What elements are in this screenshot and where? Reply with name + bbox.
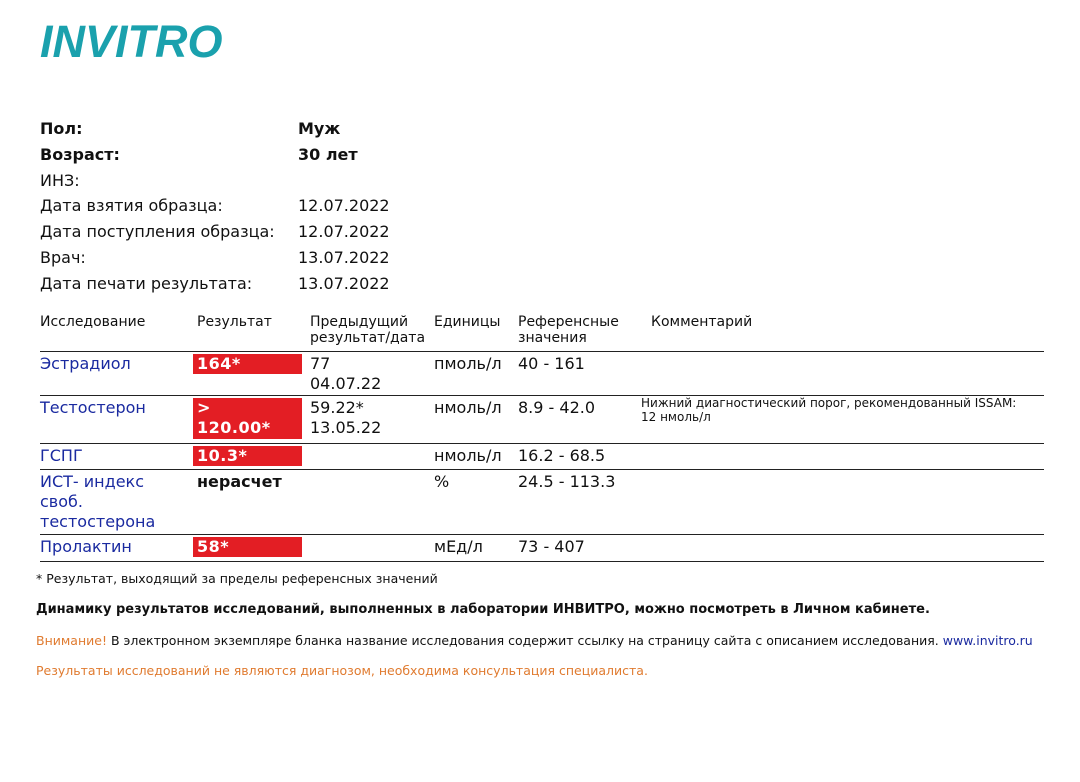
reference-range: 24.5 - 113.3 (518, 472, 616, 491)
previous-result (310, 354, 381, 394)
header-reference-line1: Референсные (518, 314, 619, 330)
table-row (40, 470, 1044, 535)
comment-line1: Нижний диагностический порог, рекомендованный ISSAM: (641, 396, 1017, 410)
flagged-result: 164* (193, 354, 302, 374)
test-link-shbg[interactable]: ГСПГ (40, 446, 83, 465)
result-value (193, 537, 302, 557)
result-line1: > (197, 398, 211, 417)
info-value: 12.07.2022 (298, 222, 390, 242)
info-value: 13.07.2022 (298, 273, 390, 293)
results-table (40, 312, 1044, 562)
test-name-line2: своб. (40, 492, 83, 511)
disclaimer: Результаты исследований не являются диагнозом, необходима консультация специалиста. (36, 663, 648, 678)
header-previous-line1: Предыдущий (310, 314, 409, 330)
header-comment: Комментарий (651, 314, 753, 330)
units: нмоль/л (434, 446, 502, 465)
header-previous (310, 314, 425, 346)
info-label: ИНЗ: (40, 170, 80, 190)
result-value (193, 398, 302, 439)
warning-note (36, 633, 1033, 648)
previous-result (310, 398, 381, 438)
result-line2: 120.00* (197, 418, 271, 437)
comment-line2: 12 нмоль/л (641, 410, 711, 424)
units: пмоль/л (434, 354, 502, 373)
info-value: Муж (298, 119, 341, 138)
header-reference-line2: значения (518, 330, 587, 346)
units: нмоль/л (434, 398, 502, 417)
previous-value: 59.22* (310, 398, 364, 417)
reference-range: 8.9 - 42.0 (518, 398, 596, 417)
result-value (193, 446, 302, 466)
units: мЕд/л (434, 537, 483, 556)
test-link-free-testosterone-index[interactable] (40, 472, 190, 532)
info-label: Дата взятия образца: (40, 196, 223, 216)
footnote: * Результат, выходящий за пределы референсных значений (36, 571, 438, 586)
header-test: Исследование (40, 314, 146, 330)
invitro-logo: INVITRO (40, 16, 223, 67)
test-link-testosterone[interactable]: Тестостерон (40, 398, 146, 417)
table-row (40, 535, 1044, 562)
flagged-result (193, 398, 302, 439)
dynamics-note: Динамику результатов исследований, выполненных в лаборатории ИНВИТРО, можно посмотреть в Личном кабинете. (36, 602, 930, 617)
flagged-result: 10.3* (193, 446, 302, 466)
test-name-line3: тестостерона (40, 512, 156, 531)
test-link-estradiol[interactable]: Эстрадиол (40, 354, 131, 373)
info-label: Дата поступления образца: (40, 222, 275, 242)
reference-range: 16.2 - 68.5 (518, 446, 606, 465)
previous-date: 04.07.22 (310, 374, 382, 393)
test-link-prolactin[interactable]: Пролактин (40, 537, 132, 556)
table-row (40, 352, 1044, 396)
header-result: Результат (197, 314, 272, 330)
flagged-result: 58* (193, 537, 302, 557)
not-calculated-result: нерасчет (197, 472, 282, 491)
header-previous-line2: результат/дата (310, 330, 426, 346)
table-row (40, 444, 1044, 470)
test-name-line1: ИСТ- индекс (40, 472, 144, 491)
previous-date: 13.05.22 (310, 418, 382, 437)
invitro-site-link[interactable]: www.invitro.ru (942, 633, 1033, 648)
reference-range: 40 - 161 (518, 354, 585, 373)
reference-range: 73 - 407 (518, 537, 585, 556)
info-label: Дата печати результата: (40, 273, 253, 293)
result-value (193, 354, 302, 374)
result-value (193, 472, 302, 492)
info-label: Возраст: (40, 144, 120, 164)
previous-value: 77 (310, 354, 331, 373)
info-value: 30 лет (298, 144, 358, 164)
warning-text: В электронном экземпляре бланка название исследования содержит ссылку на страницу сайта с описанием исследования. (106, 633, 943, 648)
info-value: 12.07.2022 (298, 196, 390, 216)
header-units: Единицы (434, 314, 501, 330)
info-value: 13.07.2022 (298, 247, 390, 267)
info-label: Пол: (40, 119, 83, 138)
warning-prefix: Внимание! (36, 633, 107, 648)
table-row (40, 396, 1044, 444)
header-reference (518, 314, 619, 346)
info-label: Врач: (40, 247, 86, 267)
units: % (434, 472, 450, 491)
comment (641, 396, 1016, 424)
table-header (40, 312, 1044, 352)
